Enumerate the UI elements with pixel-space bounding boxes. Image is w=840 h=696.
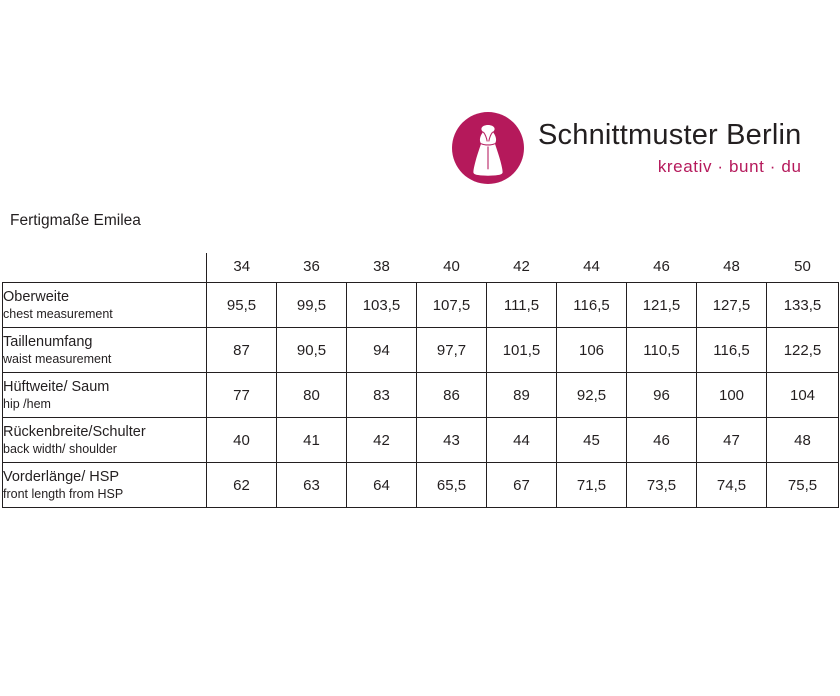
measurement-label-de: Vorderlänge/ HSP — [3, 468, 120, 485]
size-column-header: 36 — [277, 253, 347, 283]
measurement-value-cell: 103,5 — [347, 283, 417, 328]
measurement-label-en: hip /hem — [3, 396, 51, 411]
measurement-value-cell: 46 — [627, 418, 697, 463]
measurement-label-en: chest measurement — [3, 306, 113, 321]
measurement-value-cell: 67 — [487, 463, 557, 508]
measurement-value-cell: 65,5 — [417, 463, 487, 508]
size-column-header: 34 — [207, 253, 277, 283]
measurement-value-cell: 62 — [207, 463, 277, 508]
size-column-header: 48 — [697, 253, 767, 283]
size-column-header: 42 — [487, 253, 557, 283]
measurement-label-cell — [3, 328, 207, 373]
measurements-table — [2, 253, 839, 508]
measurement-value-cell: 89 — [487, 373, 557, 418]
measurement-value-cell: 90,5 — [277, 328, 347, 373]
measurement-label-cell — [3, 373, 207, 418]
dress-icon — [452, 112, 524, 184]
measurement-label-cell — [3, 418, 207, 463]
measurement-value-cell: 121,5 — [627, 283, 697, 328]
measurement-value-cell: 64 — [347, 463, 417, 508]
measurements-table-wrapper — [2, 253, 838, 508]
measurement-label-cell — [3, 463, 207, 508]
measurement-value-cell: 92,5 — [557, 373, 627, 418]
measurement-value-cell: 45 — [557, 418, 627, 463]
measurement-value-cell: 111,5 — [487, 283, 557, 328]
measurement-value-cell: 41 — [277, 418, 347, 463]
brand-text — [538, 112, 802, 177]
measurement-value-cell: 75,5 — [767, 463, 839, 508]
table-row — [3, 373, 839, 418]
measurement-value-cell: 95,5 — [207, 283, 277, 328]
measurement-value-cell: 110,5 — [627, 328, 697, 373]
measurement-value-cell: 74,5 — [697, 463, 767, 508]
measurement-value-cell: 116,5 — [697, 328, 767, 373]
measurement-value-cell: 106 — [557, 328, 627, 373]
measurement-value-cell: 97,7 — [417, 328, 487, 373]
measurement-value-cell: 47 — [697, 418, 767, 463]
measurement-label-en: waist measurement — [3, 351, 112, 366]
measurement-value-cell: 44 — [487, 418, 557, 463]
measurement-value-cell: 77 — [207, 373, 277, 418]
measurement-value-cell: 94 — [347, 328, 417, 373]
measurement-label-de: Taillenumfang — [3, 333, 93, 350]
measurement-value-cell: 96 — [627, 373, 697, 418]
measurement-label-de: Oberweite — [3, 288, 70, 305]
measurement-value-cell: 71,5 — [557, 463, 627, 508]
measurement-value-cell: 43 — [417, 418, 487, 463]
size-column-header: 38 — [347, 253, 417, 283]
table-row — [3, 283, 839, 328]
measurement-value-cell: 122,5 — [767, 328, 839, 373]
measurement-value-cell: 133,5 — [767, 283, 839, 328]
measurement-label-en: back width/ shoulder — [3, 441, 117, 456]
measurement-value-cell: 99,5 — [277, 283, 347, 328]
measurement-value-cell: 83 — [347, 373, 417, 418]
size-column-header: 50 — [767, 253, 839, 283]
measurement-label-cell — [3, 283, 207, 328]
table-header-row — [3, 253, 839, 283]
measurement-value-cell: 107,5 — [417, 283, 487, 328]
measurement-label-de: Rückenbreite/Schulter — [3, 423, 146, 440]
measurement-value-cell: 116,5 — [557, 283, 627, 328]
page-title: Fertigmaße Emilea — [10, 212, 141, 229]
measurement-value-cell: 86 — [417, 373, 487, 418]
measurement-value-cell: 40 — [207, 418, 277, 463]
measurement-value-cell: 104 — [767, 373, 839, 418]
measurement-value-cell: 48 — [767, 418, 839, 463]
measurement-value-cell: 80 — [277, 373, 347, 418]
table-row — [3, 418, 839, 463]
measurement-value-cell: 73,5 — [627, 463, 697, 508]
measurement-value-cell: 101,5 — [487, 328, 557, 373]
measurement-value-cell: 100 — [697, 373, 767, 418]
measurement-value-cell: 63 — [277, 463, 347, 508]
table-row — [3, 463, 839, 508]
measurement-label-de: Hüftweite/ Saum — [3, 378, 110, 395]
size-column-header: 40 — [417, 253, 487, 283]
size-column-header: 44 — [557, 253, 627, 283]
table-corner-cell — [3, 253, 207, 283]
measurement-label-en: front length from HSP — [3, 486, 124, 501]
measurement-value-cell: 127,5 — [697, 283, 767, 328]
brand-tagline: kreativ · bunt · du — [657, 157, 802, 177]
measurement-value-cell: 42 — [347, 418, 417, 463]
table-row — [3, 328, 839, 373]
measurement-value-cell: 87 — [207, 328, 277, 373]
brand-name: Schnittmuster Berlin — [538, 119, 802, 151]
size-column-header: 46 — [627, 253, 697, 283]
brand-logo — [452, 112, 802, 184]
